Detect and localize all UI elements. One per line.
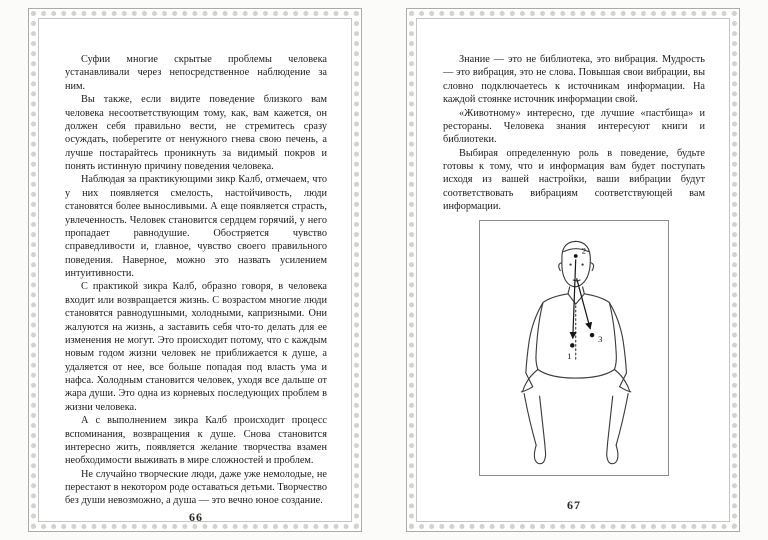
page-left-content [38,18,352,522]
figure-point-label-2: 2 [581,244,587,255]
page-left-ornament-border [31,11,359,529]
arrow-face-to-side [577,278,591,329]
page-left [28,8,362,532]
seated-figure-drawing [488,223,660,473]
energy-point-2-dot [574,254,578,258]
arrow-head-to-chest [573,259,576,338]
paragraph: Вы также, если видите поведение близкого вам человека несоответствующим тому, как, вам кажется, он должен себя правильно вести, не стремитесь сразу осуждать, поберегите от ненужного гнева свою печень, а лучше постарайтесь проникнуть за видимый покров и понять истинную причину поведения человека. [65,94,327,172]
paragraph: «Животному» интересно, где лучшие «пастбища» и рестораны. Человека знания интересуют книги и библиотеки. [443,107,705,146]
paragraph: Выбирая определенную роль в поведение, будьте готовы к тому, что и информация вам будет поступать исходя из вашей настройки, ваши вибрации будут соответствовать вибрациям соответствующей вам информации. [443,147,705,213]
energy-point-3-dot [590,332,594,336]
paragraph: А с выполнением зикра Калб происходит процесс вспоминания, возвращения к душе. Снова становится интересно жить, появляется желание творчества взамен необходимости выживать в мире сложностей и проблем. [65,415,327,467]
figure-point-label-1: 1 [567,350,572,361]
page-number-left: 66 [189,509,203,522]
figure-body [522,241,631,463]
paragraph: Наблюдая за практикующими зикр Калб, отмечаем, что у них появляется смелость, настойчивость, люди становятся более выносливыми. А еще появляется страсть, увлеченность. Человек становится сердцем горячий, у него пропадает равнодушие. Обостряется чувство справедливости и, главное, чувство своего правильного поведения. Наверное, можно это назвать усилением интуитивности. [65,174,327,279]
page-right-ornament-border [409,11,737,529]
figure-illustration [479,220,669,476]
figure-energy-points [570,254,594,348]
figure-point-label-3: 3 [598,333,603,344]
paragraph: Не случайно творческие люди, даже уже немолодые, не перестают в некотором роде оставаться детьми. Творчество без души невозможно, а душа — это вечно юное создание. [65,468,327,507]
page-right [406,8,740,532]
page-right-content [416,18,730,522]
page-number-right: 67 [567,498,581,512]
paragraph: Знание — это не библиотека, это вибрация. Мудрость — это вибрация, это не слова. Повышая свои вибрации, вы словно подключаетесь к источникам информации. На каждой стоянке источник информации свой. [443,54,705,106]
paragraph: С практикой зикра Калб, образно говоря, в человека входит или возвращается жизнь. С возрастом многие люди становятся равнодушными, холодными, капризными. Они жалуются на жизнь, а заставить себя что-то делать для ее изменения не могут. Это происходит потому, что с каждым новым годом жизни человек не приближается к душе, а удаляется от нее, все больше попадая под власть ума и нафса. Холодным становится человек, уходя все дальше от жара души. Это одна из корневых последующих проблем в жизни человека. [65,281,327,413]
energy-point-1-dot [570,343,574,347]
paragraph: Суфии многие скрытые проблемы человека устанавливали через непосредственное наблюдение за ним. [65,54,327,92]
